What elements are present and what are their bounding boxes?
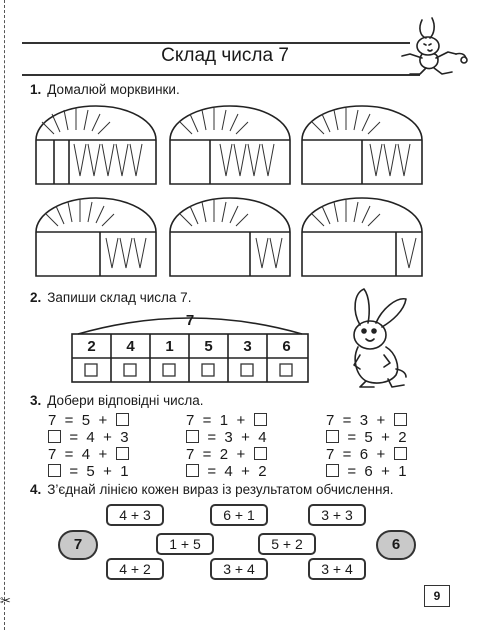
answer-box[interactable] <box>326 464 339 477</box>
result-seven[interactable]: 7 <box>58 530 98 560</box>
page-number: 9 <box>424 585 450 607</box>
answer-box[interactable] <box>326 430 339 443</box>
carrot-box-2 <box>168 104 292 186</box>
running-rabbit-illustration <box>392 14 476 80</box>
task4-heading: 4. З’єднай лінією кожен вираз із результатом обчислення. <box>30 482 394 497</box>
answer-box[interactable] <box>116 447 129 460</box>
answer-box[interactable] <box>116 413 129 426</box>
result-six[interactable]: 6 <box>376 530 416 560</box>
title-rule-top <box>22 42 410 44</box>
part-cell: 6 <box>282 338 291 355</box>
expression-card[interactable]: 3 + 4 <box>308 558 366 580</box>
scissors-icon: ✂ <box>0 593 11 608</box>
answer-box[interactable] <box>394 413 407 426</box>
part-cell: 2 <box>87 338 96 355</box>
answer-box[interactable] <box>48 464 61 477</box>
answer-box[interactable] <box>394 447 407 460</box>
equations-column-1: 7 = 5 + = 4 + 3 7 = 4 + = 5 + 1 <box>48 412 129 480</box>
expression-card[interactable]: 4 + 3 <box>106 504 164 526</box>
answer-box[interactable] <box>186 430 199 443</box>
sitting-rabbit-illustration <box>330 285 430 390</box>
expression-card[interactable]: 5 + 2 <box>258 533 316 555</box>
equations-column-2: 7 = 1 + = 3 + 4 7 = 2 + = 4 + 2 <box>186 412 267 480</box>
carrot-box-3 <box>300 104 424 186</box>
answer-box[interactable] <box>254 413 267 426</box>
equations-column-3: 7 = 3 + = 5 + 2 7 = 6 + = 6 + 1 <box>326 412 407 480</box>
carrot-box-1 <box>34 104 158 186</box>
expression-card[interactable]: 4 + 2 <box>106 558 164 580</box>
carrot-box-4 <box>34 196 158 278</box>
total-number: 7 <box>185 312 195 329</box>
answer-box[interactable] <box>48 430 61 443</box>
answer-box[interactable] <box>186 464 199 477</box>
part-cell: 3 <box>243 338 252 355</box>
task3-heading: 3. Добери відповідні числа. <box>30 393 204 408</box>
carrot-box-5 <box>168 196 292 278</box>
answer-box[interactable] <box>254 447 267 460</box>
task2-heading: 2. Запиши склад числа 7. <box>30 290 192 305</box>
cut-line <box>4 0 5 630</box>
expression-card[interactable]: 3 + 3 <box>308 504 366 526</box>
part-cell: 1 <box>165 338 174 355</box>
part-cell: 5 <box>204 338 213 355</box>
page-title: Склад числа 7 <box>161 45 289 66</box>
task1-heading: 1. Домалюй морквинки. <box>30 82 180 97</box>
carrot-box-6 <box>300 196 424 278</box>
expression-card[interactable]: 1 + 5 <box>156 533 214 555</box>
expression-card[interactable]: 3 + 4 <box>210 558 268 580</box>
expression-card[interactable]: 6 + 1 <box>210 504 268 526</box>
part-cell: 4 <box>126 338 135 355</box>
title-rule-bottom <box>22 74 420 76</box>
